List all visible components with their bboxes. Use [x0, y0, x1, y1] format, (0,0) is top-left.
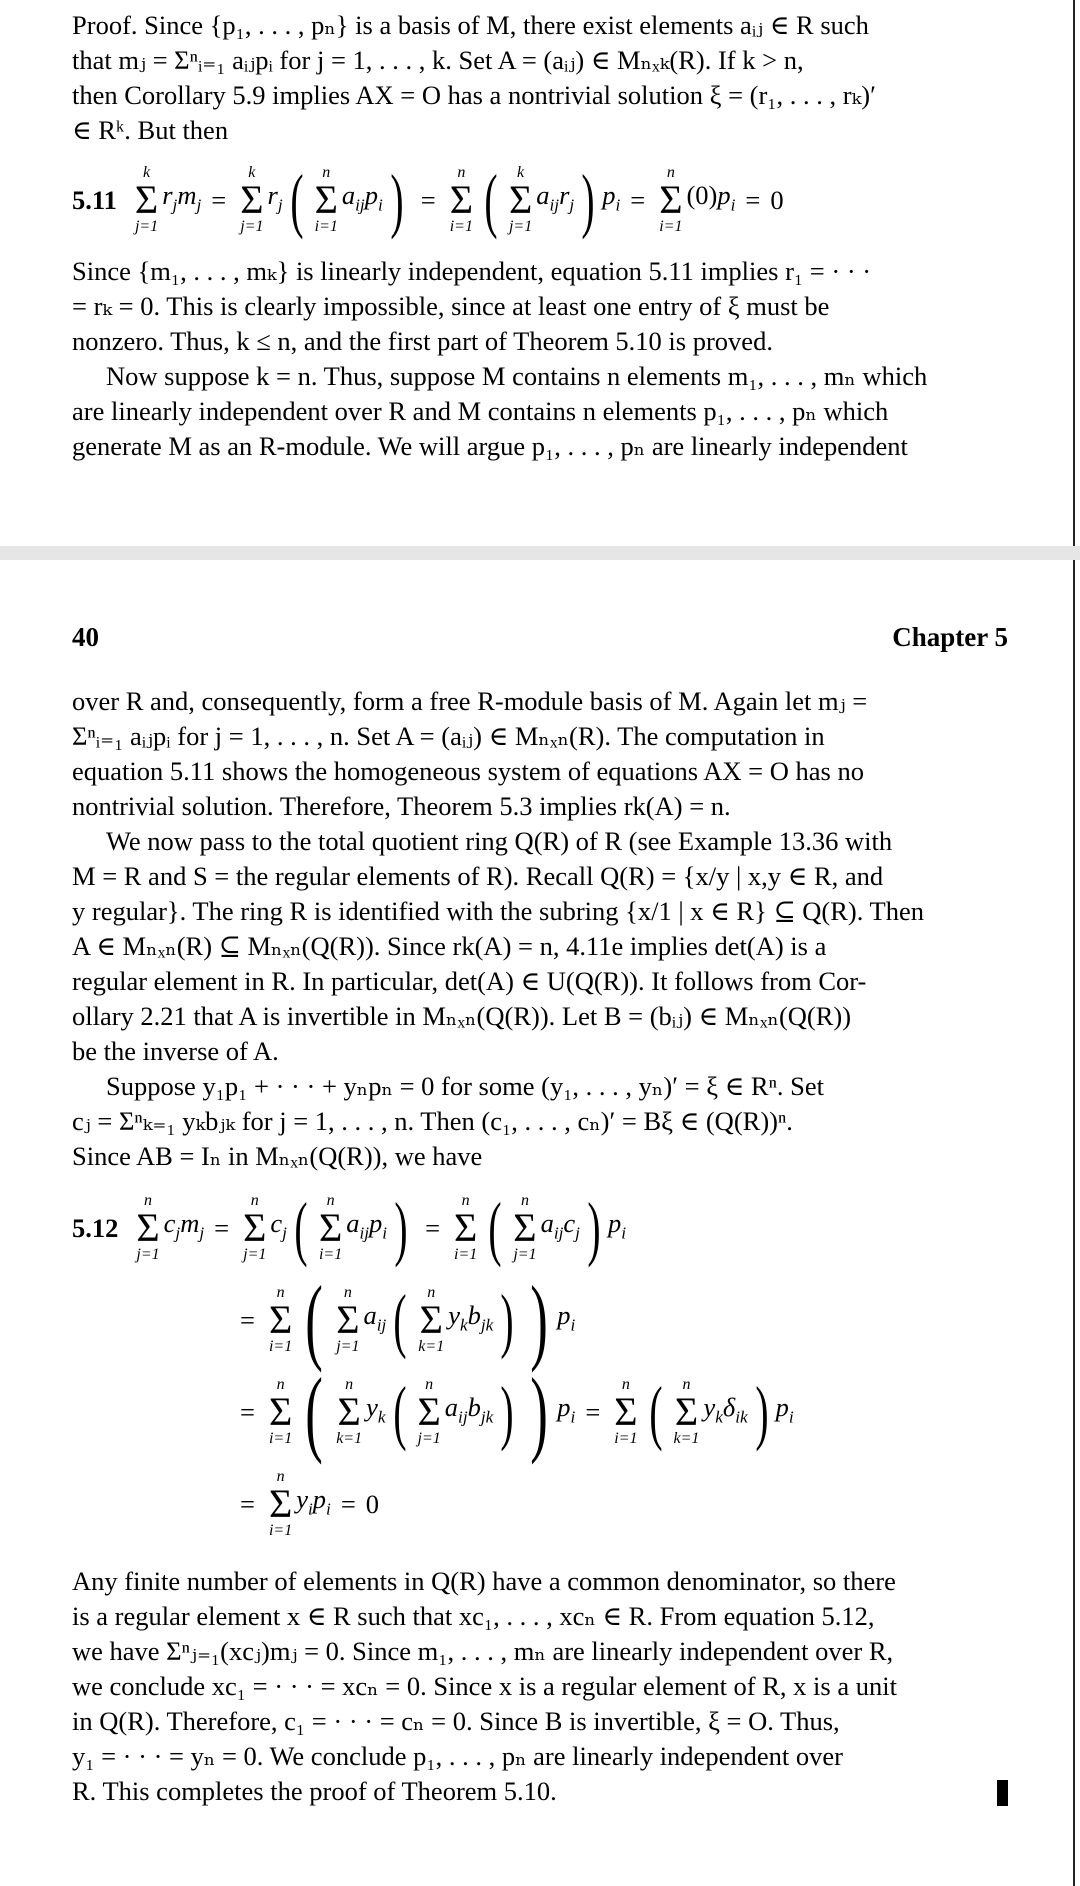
- text-line: y₁ = · · · = yₙ = 0. We conclude p₁, . . . , pₙ are linearly independent over: [72, 1741, 843, 1771]
- eq-operator: =: [240, 1488, 255, 1519]
- body-paragraph-3: [72, 1069, 1008, 1174]
- sum-symbol: n Σ i=1: [268, 1376, 293, 1447]
- text-line: M = R and S = the regular elements of R). Recall Q(R) = {x/y | x,y ∈ R, and: [72, 861, 884, 891]
- bottom-text-column: [72, 684, 1008, 1809]
- sum-symbol: k Σ j=1: [134, 164, 159, 235]
- sum-symbol: n Σ i=1: [318, 1192, 343, 1263]
- equation-body: [131, 160, 784, 240]
- text-line: ollary 2.21 that A is invertible in Mₙₓₙ(Q(R)). Let B = (bᵢⱼ) ∈ Mₙₓₙ(Q(R)): [72, 1001, 852, 1031]
- left-paren: (: [392, 1372, 407, 1452]
- proof-paragraph-3: [72, 359, 1008, 464]
- left-paren: (: [648, 1372, 663, 1452]
- text-line: We now pass to the total quotient ring Q(R) of R (see Example 13.36 with: [106, 826, 893, 856]
- sum-symbol: k Σ j=1: [240, 164, 264, 235]
- left-paren: (: [484, 160, 498, 240]
- text-line: = rₖ = 0. This is clearly impossible, since at least one entry of ξ must be: [72, 291, 830, 321]
- right-paren: ): [390, 160, 404, 240]
- eq-term: $y_kb_{jk}$: [448, 1299, 494, 1335]
- eq-term: $a_{ij}p_i$: [341, 179, 383, 215]
- eq-operator: =: [425, 1212, 441, 1243]
- eq-operator: =: [340, 1488, 356, 1519]
- eq-term: $a_{ij}r_j$: [536, 179, 575, 215]
- sum-symbol: n Σ i=1: [449, 164, 473, 235]
- text-line: Proof. Since {p₁, . . . , pₙ} is a basis of M, there exist elements aᵢⱼ ∈ R such: [72, 10, 869, 40]
- right-paren: ): [581, 160, 595, 240]
- equation-5-12: [72, 1182, 1008, 1550]
- eq-operator: =: [745, 184, 761, 215]
- sum-symbol: n Σ k=1: [418, 1284, 445, 1355]
- bottom-page: [0, 560, 1075, 1886]
- equation-body: [132, 1188, 626, 1268]
- text-line: over R and, consequently, form a free R-module basis of M. Again let mⱼ =: [72, 686, 868, 716]
- eq-term: $y_k\delta_{ik}$: [703, 1391, 748, 1427]
- right-paren: ): [500, 1372, 514, 1452]
- left-paren: (: [488, 1188, 502, 1268]
- eq-operator: =: [585, 1396, 601, 1427]
- equation-number: 5.12: [72, 1212, 119, 1243]
- equation-line-1: [72, 1182, 1008, 1274]
- text-line: is a regular element x ∈ R such that xc₁, . . . , xcₙ ∈ R. From equation 5.12,: [72, 1601, 875, 1631]
- sum-symbol: n Σ j=1: [417, 1376, 441, 1447]
- sum-symbol: n Σ k=1: [673, 1376, 700, 1447]
- sum-symbol: n Σ i=1: [659, 164, 683, 235]
- text-line: in Q(R). Therefore, c₁ = · · · = cₙ = 0. Since B is invertible, ξ = O. Thus,: [72, 1706, 840, 1736]
- text-line: regular element in R. In particular, det(A) ∈ U(Q(R)). It follows from Cor-: [72, 966, 867, 996]
- sum-symbol: n Σ j=1: [513, 1192, 537, 1263]
- page-separator: [0, 546, 1080, 560]
- text-line: we conclude xc₁ = · · · = xcₙ = 0. Since x is a regular element of R, x is a unit: [72, 1671, 897, 1701]
- text-line: ∈ Rᵏ. But then: [72, 115, 229, 145]
- eq-term: $p_i$: [557, 1391, 576, 1427]
- eq-term: $c_j$: [270, 1207, 287, 1243]
- text-line: we have Σⁿⱼ₌₁(xcⱼ)mⱼ = 0. Since m₁, . . . , mₙ are linearly independent over R,: [72, 1636, 894, 1666]
- right-paren: ): [500, 1280, 514, 1360]
- text-line: be the inverse of A.: [72, 1036, 279, 1066]
- equation-line-3: [72, 1358, 1008, 1465]
- eq-operator: =: [211, 184, 227, 215]
- right-paren: ): [530, 1358, 549, 1465]
- text-line: equation 5.11 shows the homogeneous system of equations AX = O has no: [72, 756, 864, 786]
- text-line: Now suppose k = n. Thus, suppose M contains n elements m₁, . . . , mₙ which: [106, 361, 928, 391]
- qed-symbol: [997, 1780, 1008, 1806]
- body-paragraph-4: [72, 1564, 1008, 1809]
- eq-term: 0: [365, 1488, 380, 1519]
- eq-term: $p_i$: [602, 179, 621, 215]
- right-paren: ): [530, 1266, 549, 1373]
- eq-operator: =: [214, 1212, 230, 1243]
- eq-term: $r_jm_j$: [162, 179, 202, 215]
- left-paren: (: [294, 1188, 308, 1268]
- equation-5-11: [72, 154, 1008, 246]
- eq-operator: =: [630, 184, 646, 215]
- body-paragraph-2: [72, 824, 1008, 1069]
- right-paren: ): [587, 1188, 601, 1268]
- eq-term: $p_i$: [607, 1207, 626, 1243]
- eq-term: $c_jm_j$: [163, 1207, 205, 1243]
- left-paren: (: [393, 1280, 407, 1360]
- sum-symbol: n Σ j=1: [336, 1284, 360, 1355]
- top-text-column: [72, 8, 1008, 464]
- running-header: [72, 620, 1008, 655]
- eq-term: 0: [770, 184, 784, 215]
- eq-term: $p_i$: [775, 1391, 794, 1427]
- text-line: Any finite number of elements in Q(R) have a common denominator, so there: [72, 1566, 896, 1596]
- left-paren: (: [305, 1266, 324, 1373]
- sum-symbol: n Σ i=1: [314, 164, 338, 235]
- sum-symbol: n Σ i=1: [268, 1468, 293, 1539]
- sum-symbol: n Σ j=1: [136, 1192, 160, 1263]
- text-line: that mⱼ = Σⁿᵢ₌₁ aᵢⱼpᵢ for j = 1, . . . , k. Set A = (aᵢⱼ) ∈ Mₙₓₖ(R). If k > n,: [72, 45, 804, 75]
- text-line: generate M as an R-module. We will argue p₁, . . . , pₙ are linearly independent: [72, 431, 908, 461]
- text-line: A ∈ Mₙₓₙ(R) ⊆ Mₙₓₙ(Q(R)). Since rk(A) = n, 4.11e implies det(A) is a: [72, 931, 827, 961]
- eq-term: $(0)p_i$: [686, 179, 736, 215]
- proof-paragraph-1: [72, 8, 1008, 148]
- chapter-label: Chapter 5: [892, 622, 1008, 652]
- right-paren: ): [394, 1188, 408, 1268]
- eq-term: $a_{ij}c_j$: [540, 1207, 580, 1243]
- text-line: Suppose y₁p₁ + · · · + yₙpₙ = 0 for some (y₁, . . . , yₙ)′ = ξ ∈ Rⁿ. Set: [106, 1071, 825, 1101]
- right-paren: ): [755, 1372, 769, 1452]
- eq-term: $a_{ij}$: [363, 1299, 387, 1335]
- sum-symbol: n Σ j=1: [243, 1192, 267, 1263]
- equation-body: [230, 1358, 794, 1465]
- text-line: are linearly independent over R and M contains n elements p₁, . . . , pₙ which: [72, 396, 889, 426]
- equation-number: 5.11: [72, 184, 117, 215]
- eq-term: $p_i$: [557, 1299, 576, 1335]
- proof-paragraph-2: [72, 254, 1008, 359]
- left-paren: (: [290, 160, 304, 240]
- eq-term: $y_k$: [366, 1391, 386, 1427]
- eq-term: $y_ip_i$: [296, 1483, 331, 1519]
- sum-symbol: n Σ i=1: [614, 1376, 638, 1447]
- eq-term: $r_j$: [267, 179, 283, 215]
- page-number: 40: [72, 622, 99, 652]
- text-line: y regular}. The ring R is identified with the subring {x/1 | x ∈ R} ⊆ Q(R). Then: [72, 896, 924, 926]
- text-line: Since AB = Iₙ in Mₙₓₙ(Q(R)), we have: [72, 1141, 483, 1171]
- eq-operator: =: [240, 1304, 255, 1335]
- eq-term: $a_{ij}b_{jk}$: [444, 1391, 494, 1427]
- sum-symbol: n Σ k=1: [336, 1376, 363, 1447]
- eq-term: $a_{ij}p_i$: [346, 1207, 388, 1243]
- sum-symbol: k Σ j=1: [508, 164, 533, 235]
- left-paren: (: [305, 1358, 324, 1465]
- equation-body: [230, 1266, 576, 1373]
- text-line: nontrivial solution. Therefore, Theorem 5.3 implies rk(A) = n.: [72, 791, 731, 821]
- text-line-final: [72, 1774, 1008, 1809]
- sum-symbol: n Σ i=1: [268, 1284, 293, 1355]
- text-line: Σⁿᵢ₌₁ aᵢⱼpᵢ for j = 1, . . . , n. Set A = (aᵢⱼ) ∈ Mₙₓₙ(R). The computation in: [72, 721, 825, 751]
- text-line: cⱼ = Σⁿₖ₌₁ yₖbⱼₖ for j = 1, . . . , n. Then (c₁, . . . , cₙ)′ = Bξ ∈ (Q(R))ⁿ.: [72, 1106, 793, 1136]
- eq-operator: =: [420, 184, 436, 215]
- top-page-fragment: [0, 0, 1075, 546]
- text-line: R. This completes the proof of Theorem 5.10.: [72, 1776, 557, 1806]
- eq-operator: =: [240, 1396, 255, 1427]
- text-line: nonzero. Thus, k ≤ n, and the first part of Theorem 5.10 is proved.: [72, 326, 773, 356]
- equation-line-4: [72, 1458, 1008, 1550]
- body-paragraph-1: [72, 684, 1008, 824]
- sum-symbol: n Σ i=1: [454, 1192, 478, 1263]
- equation-line-2: [72, 1266, 1008, 1373]
- text-line: Since {m₁, . . . , mₖ} is linearly independent, equation 5.11 implies r₁ = · · ·: [72, 256, 872, 286]
- equation-body: [230, 1469, 379, 1539]
- text-line: then Corollary 5.9 implies AX = O has a nontrivial solution ξ = (r₁, . . . , rₖ)′: [72, 80, 876, 110]
